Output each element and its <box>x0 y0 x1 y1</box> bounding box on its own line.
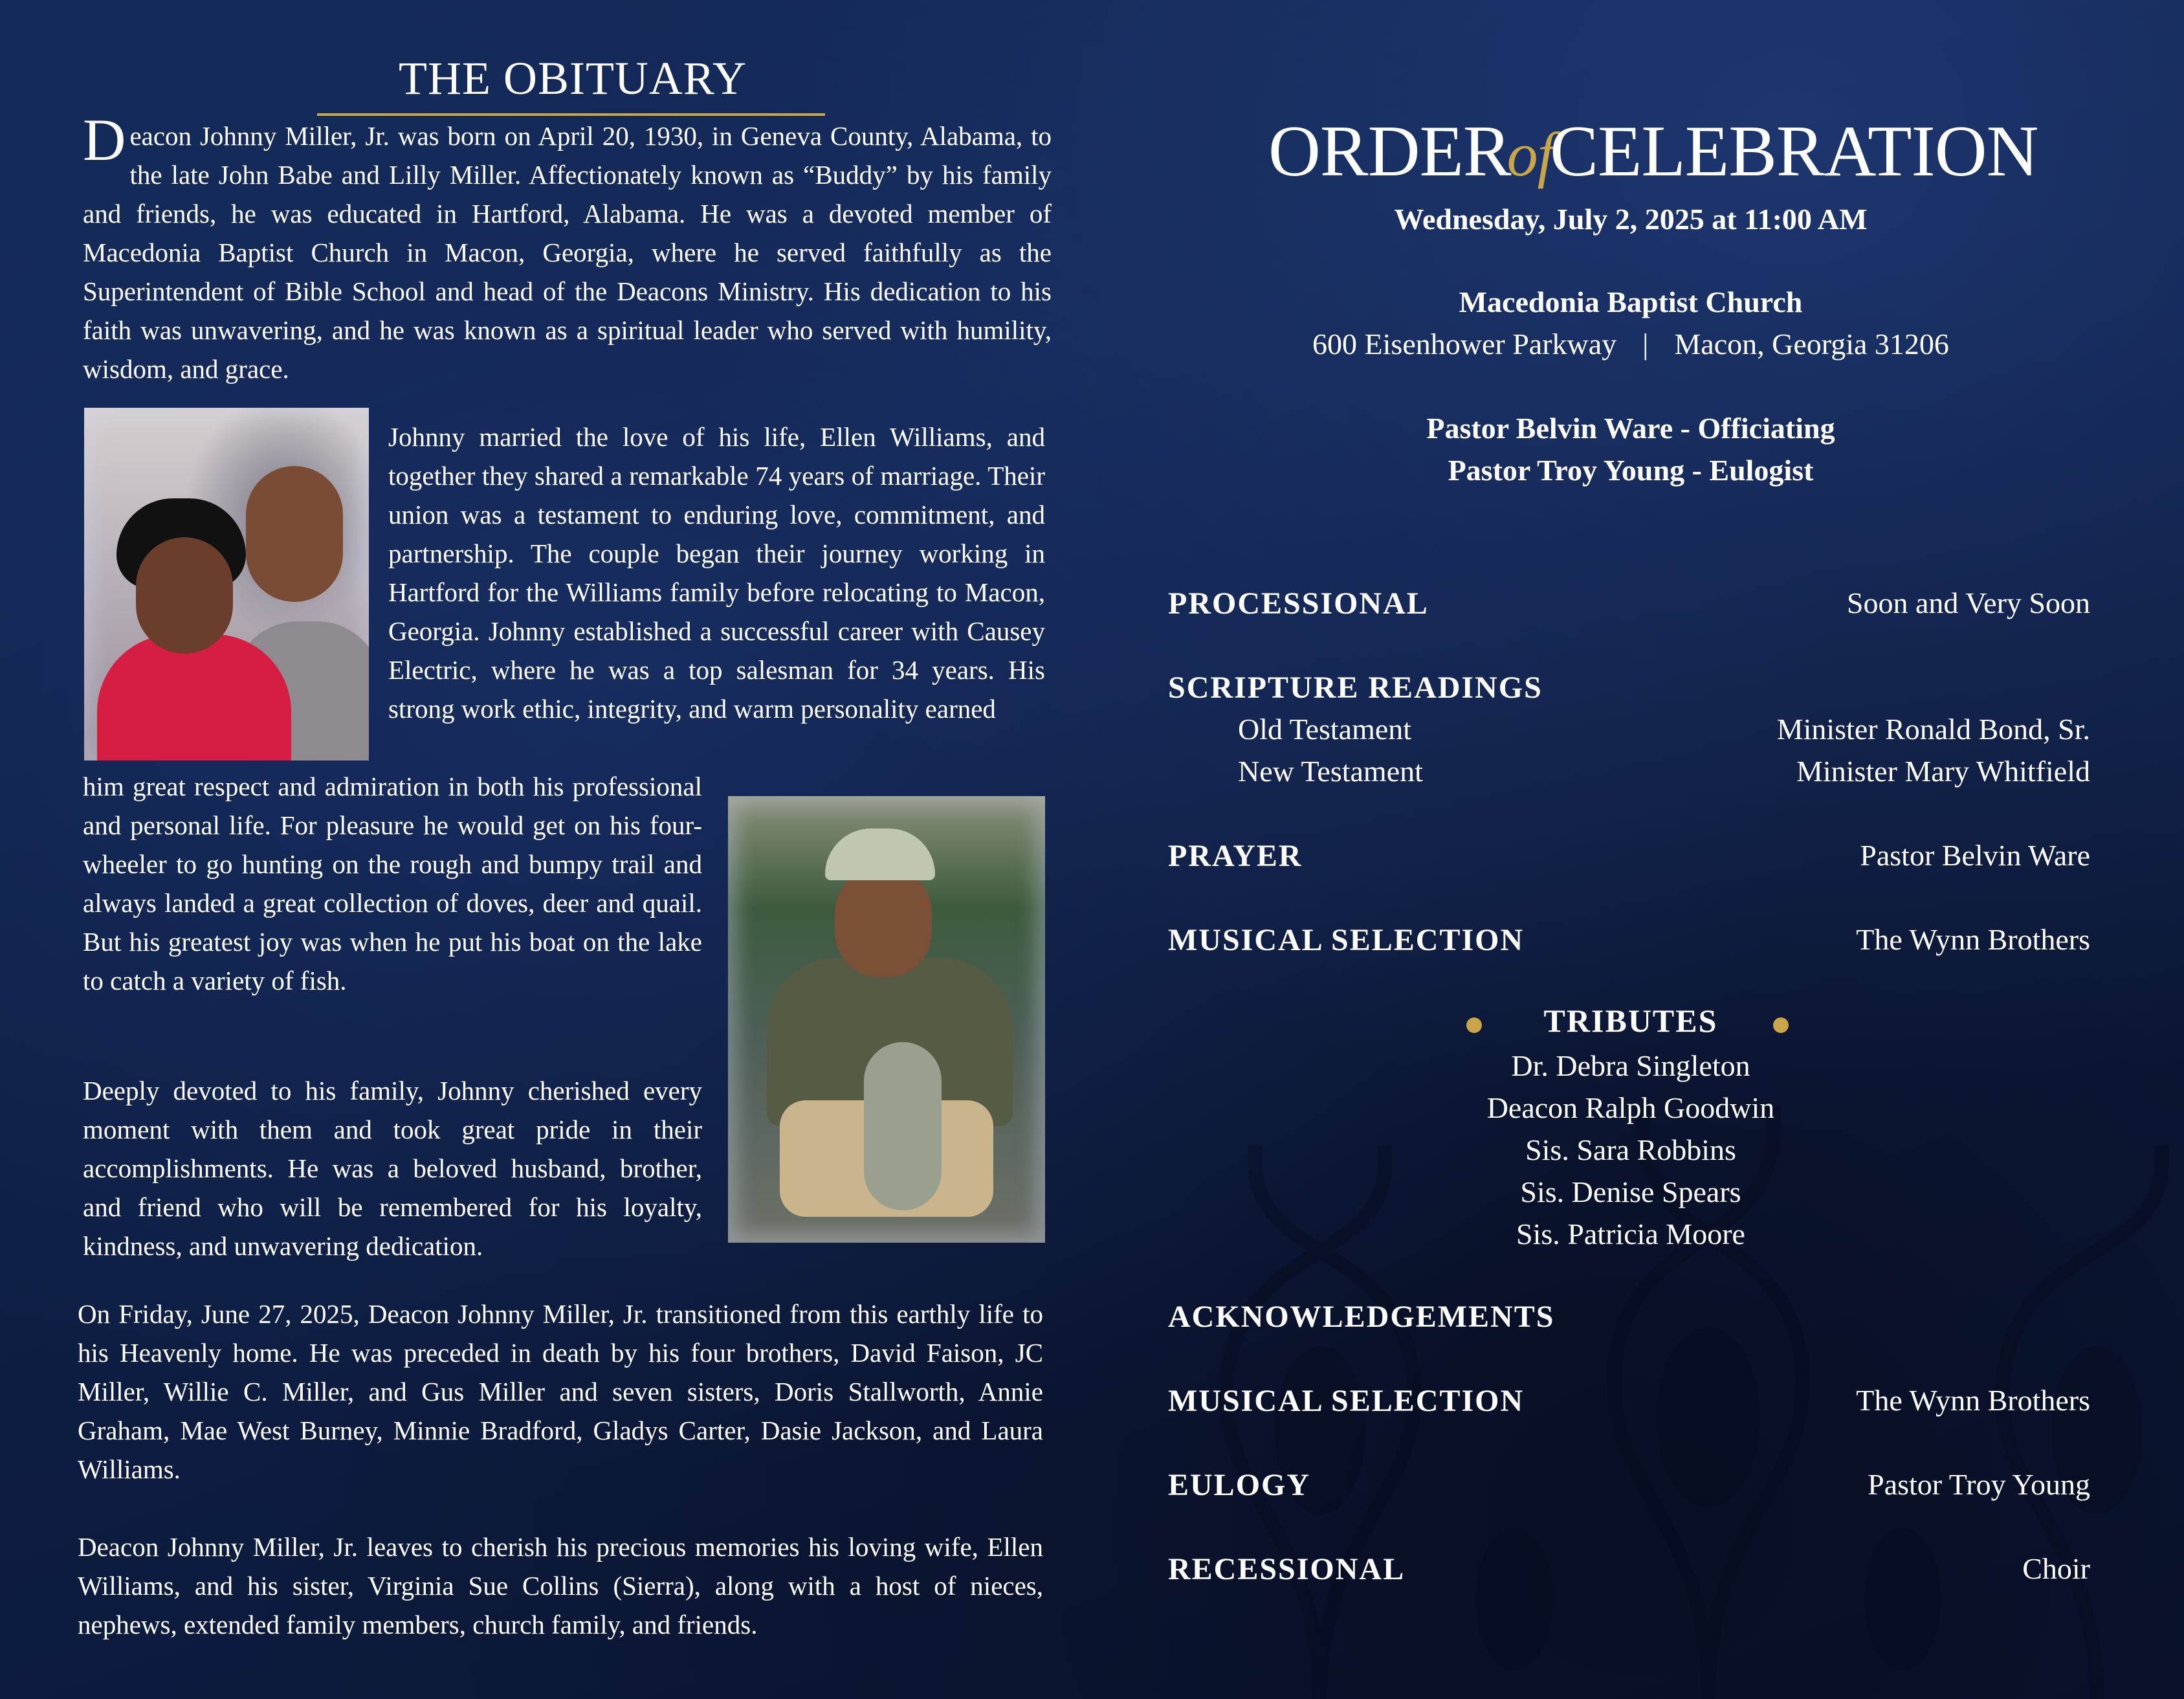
scripture-reading <box>1168 754 2090 793</box>
address-separator: | <box>1642 328 1649 361</box>
program-item-value: Choir <box>2022 1552 2090 1585</box>
obituary-paragraph-2: Johnny married the love of his life, Ellen Williams, and together they shared a remarkable 74 years of marriage. Their union was a testament to enduring love, commitment, and partnership. The couple began their journey working in Hartford for the Williams family before relocating to Macon, Georgia. Johnny established a successful career with Causey Electric, where he was a top salesman for 34 years. His strong work ethic, integrity, and warm personality earned <box>388 422 1045 724</box>
program-item <box>1168 1383 2090 1422</box>
couple-photo <box>84 408 369 761</box>
fishing-photo <box>728 796 1045 1243</box>
tribute-name: Sis. Sara Robbins <box>1525 1133 1736 1166</box>
program-item-label: MUSICAL SELECTION <box>1168 1384 1525 1418</box>
program-item-label: RECESSIONAL <box>1168 1552 1406 1586</box>
title-of: of <box>1506 120 1554 189</box>
obituary-paragraph-4: On Friday, June 27, 2025, Deacon Johnny Miller, Jr. transitioned from this earthly life to his Heavenly home. He was preceded in death by his four brothers, David Faison, JC Miller, Willie C. Miller, and Gus Miller and seven sisters, Doris Stallworth, Annie Graham, Mae West Burney, Minnie Bradford, Gladys Carter, Dasie Jackson, and Laura Williams. <box>78 1299 1043 1484</box>
program-item-label: EULOGY <box>1168 1468 1311 1502</box>
obituary-paragraph-2-continued: him great respect and admiration in both his professional and personal life. For pleasure he would get on his four-wheeler to go hunting on the rough and bumpy trail and always landed a great collection of doves, deer and quail. But his greatest joy was when he put his boat on the lake to catch a variety of fish. <box>83 772 702 995</box>
scripture-label: New Testament <box>1238 755 1423 788</box>
scripture-reading <box>1168 712 2090 751</box>
gold-dot-icon <box>1773 1017 1789 1033</box>
scripture-label: Old Testament <box>1238 713 1412 746</box>
program-item-value: Pastor Troy Young <box>1868 1468 2090 1501</box>
program-item-value: Pastor Belvin Ware <box>1860 839 2090 872</box>
program-item <box>1168 586 2090 625</box>
program-item-label: ACKNOWLEDGEMENTS <box>1168 1300 1555 1334</box>
program-item-value: The Wynn Brothers <box>1856 1384 2090 1417</box>
program-item-label: PROCESSIONAL <box>1168 586 1429 621</box>
program-item-label: PRAYER <box>1168 839 1303 873</box>
obituary-paragraph-1-text: eacon Johnny Miller, Jr. was born on April 20, 1930, in Geneva County, Alabama, to the late John Babe and Lilly Miller. Affectionately known as “Buddy” by his family and friends, he was educated in Hartford, Alabama. He was a devoted member of Macedonia Baptist Church in Macon, Georgia, where he served faithfully as the Superintendent of Bible School and head of the Deacons Ministry. His dedication to his faith was unwavering, and he was known as a spiritual leader who served with humility, wisdom, and grace. <box>83 121 1052 384</box>
program-item <box>1168 1551 2090 1590</box>
tribute-name: Dr. Debra Singleton <box>1511 1049 1750 1082</box>
church-name: Macedonia Baptist Church <box>1459 285 1803 318</box>
church-address <box>1152 327 2110 361</box>
program-item <box>1168 1299 2090 1338</box>
program-item-value: The Wynn Brothers <box>1856 923 2090 956</box>
scripture-reader: Minister Ronald Bond, Sr. <box>1776 713 2090 746</box>
order-of-celebration-title <box>1268 110 2038 194</box>
eulogist: Pastor Troy Young - Eulogist <box>1448 454 1814 487</box>
title-underline <box>317 113 825 116</box>
address-street: 600 Eisenhower Parkway <box>1312 328 1617 361</box>
drop-cap: D <box>83 107 126 173</box>
program-item <box>1168 922 2090 961</box>
service-date: Wednesday, July 2, 2025 at 11:00 AM <box>1394 203 1868 236</box>
obituary-paragraph-5: Deacon Johnny Miller, Jr. leaves to cherish his precious memories his loving wife, Ellen Williams, and his sister, Virginia Sue Collins (Sierra), along with a host of nieces, nephews, extended family members, church family, and friends. <box>78 1532 1043 1639</box>
obituary-paragraph-1 <box>83 107 1052 388</box>
scripture-reader: Minister Mary Whitfield <box>1796 755 2090 788</box>
address-city: Macon, Georgia 31206 <box>1674 328 1949 361</box>
tribute-name: Sis. Denise Spears <box>1520 1175 1741 1208</box>
program-item-label: MUSICAL SELECTION <box>1168 923 1525 957</box>
tributes-title: TRIBUTES <box>1543 1003 1718 1039</box>
title-order: ORDER <box>1268 111 1511 192</box>
officiant: Pastor Belvin Ware - Officiating <box>1426 412 1835 445</box>
obituary-title: THE OBITUARY <box>399 52 747 104</box>
program-item <box>1168 838 2090 877</box>
tribute-name: Deacon Ralph Goodwin <box>1486 1091 1775 1124</box>
title-celebration: CELEBRATION <box>1550 111 2038 192</box>
program-item <box>1168 670 2090 709</box>
program-item <box>1168 1467 2090 1506</box>
program-item-value: Soon and Very Soon <box>1846 586 2090 619</box>
program-item-label: SCRIPTURE READINGS <box>1168 671 1543 705</box>
obituary-paragraph-3: Deeply devoted to his family, Johnny cherished every moment with them and took great pride in their accomplishments. He was a beloved husband, brother, and friend who will be remembered for his loyalty, kindness, and unwavering dedication. <box>83 1076 702 1261</box>
tribute-name: Sis. Patricia Moore <box>1516 1217 1745 1250</box>
